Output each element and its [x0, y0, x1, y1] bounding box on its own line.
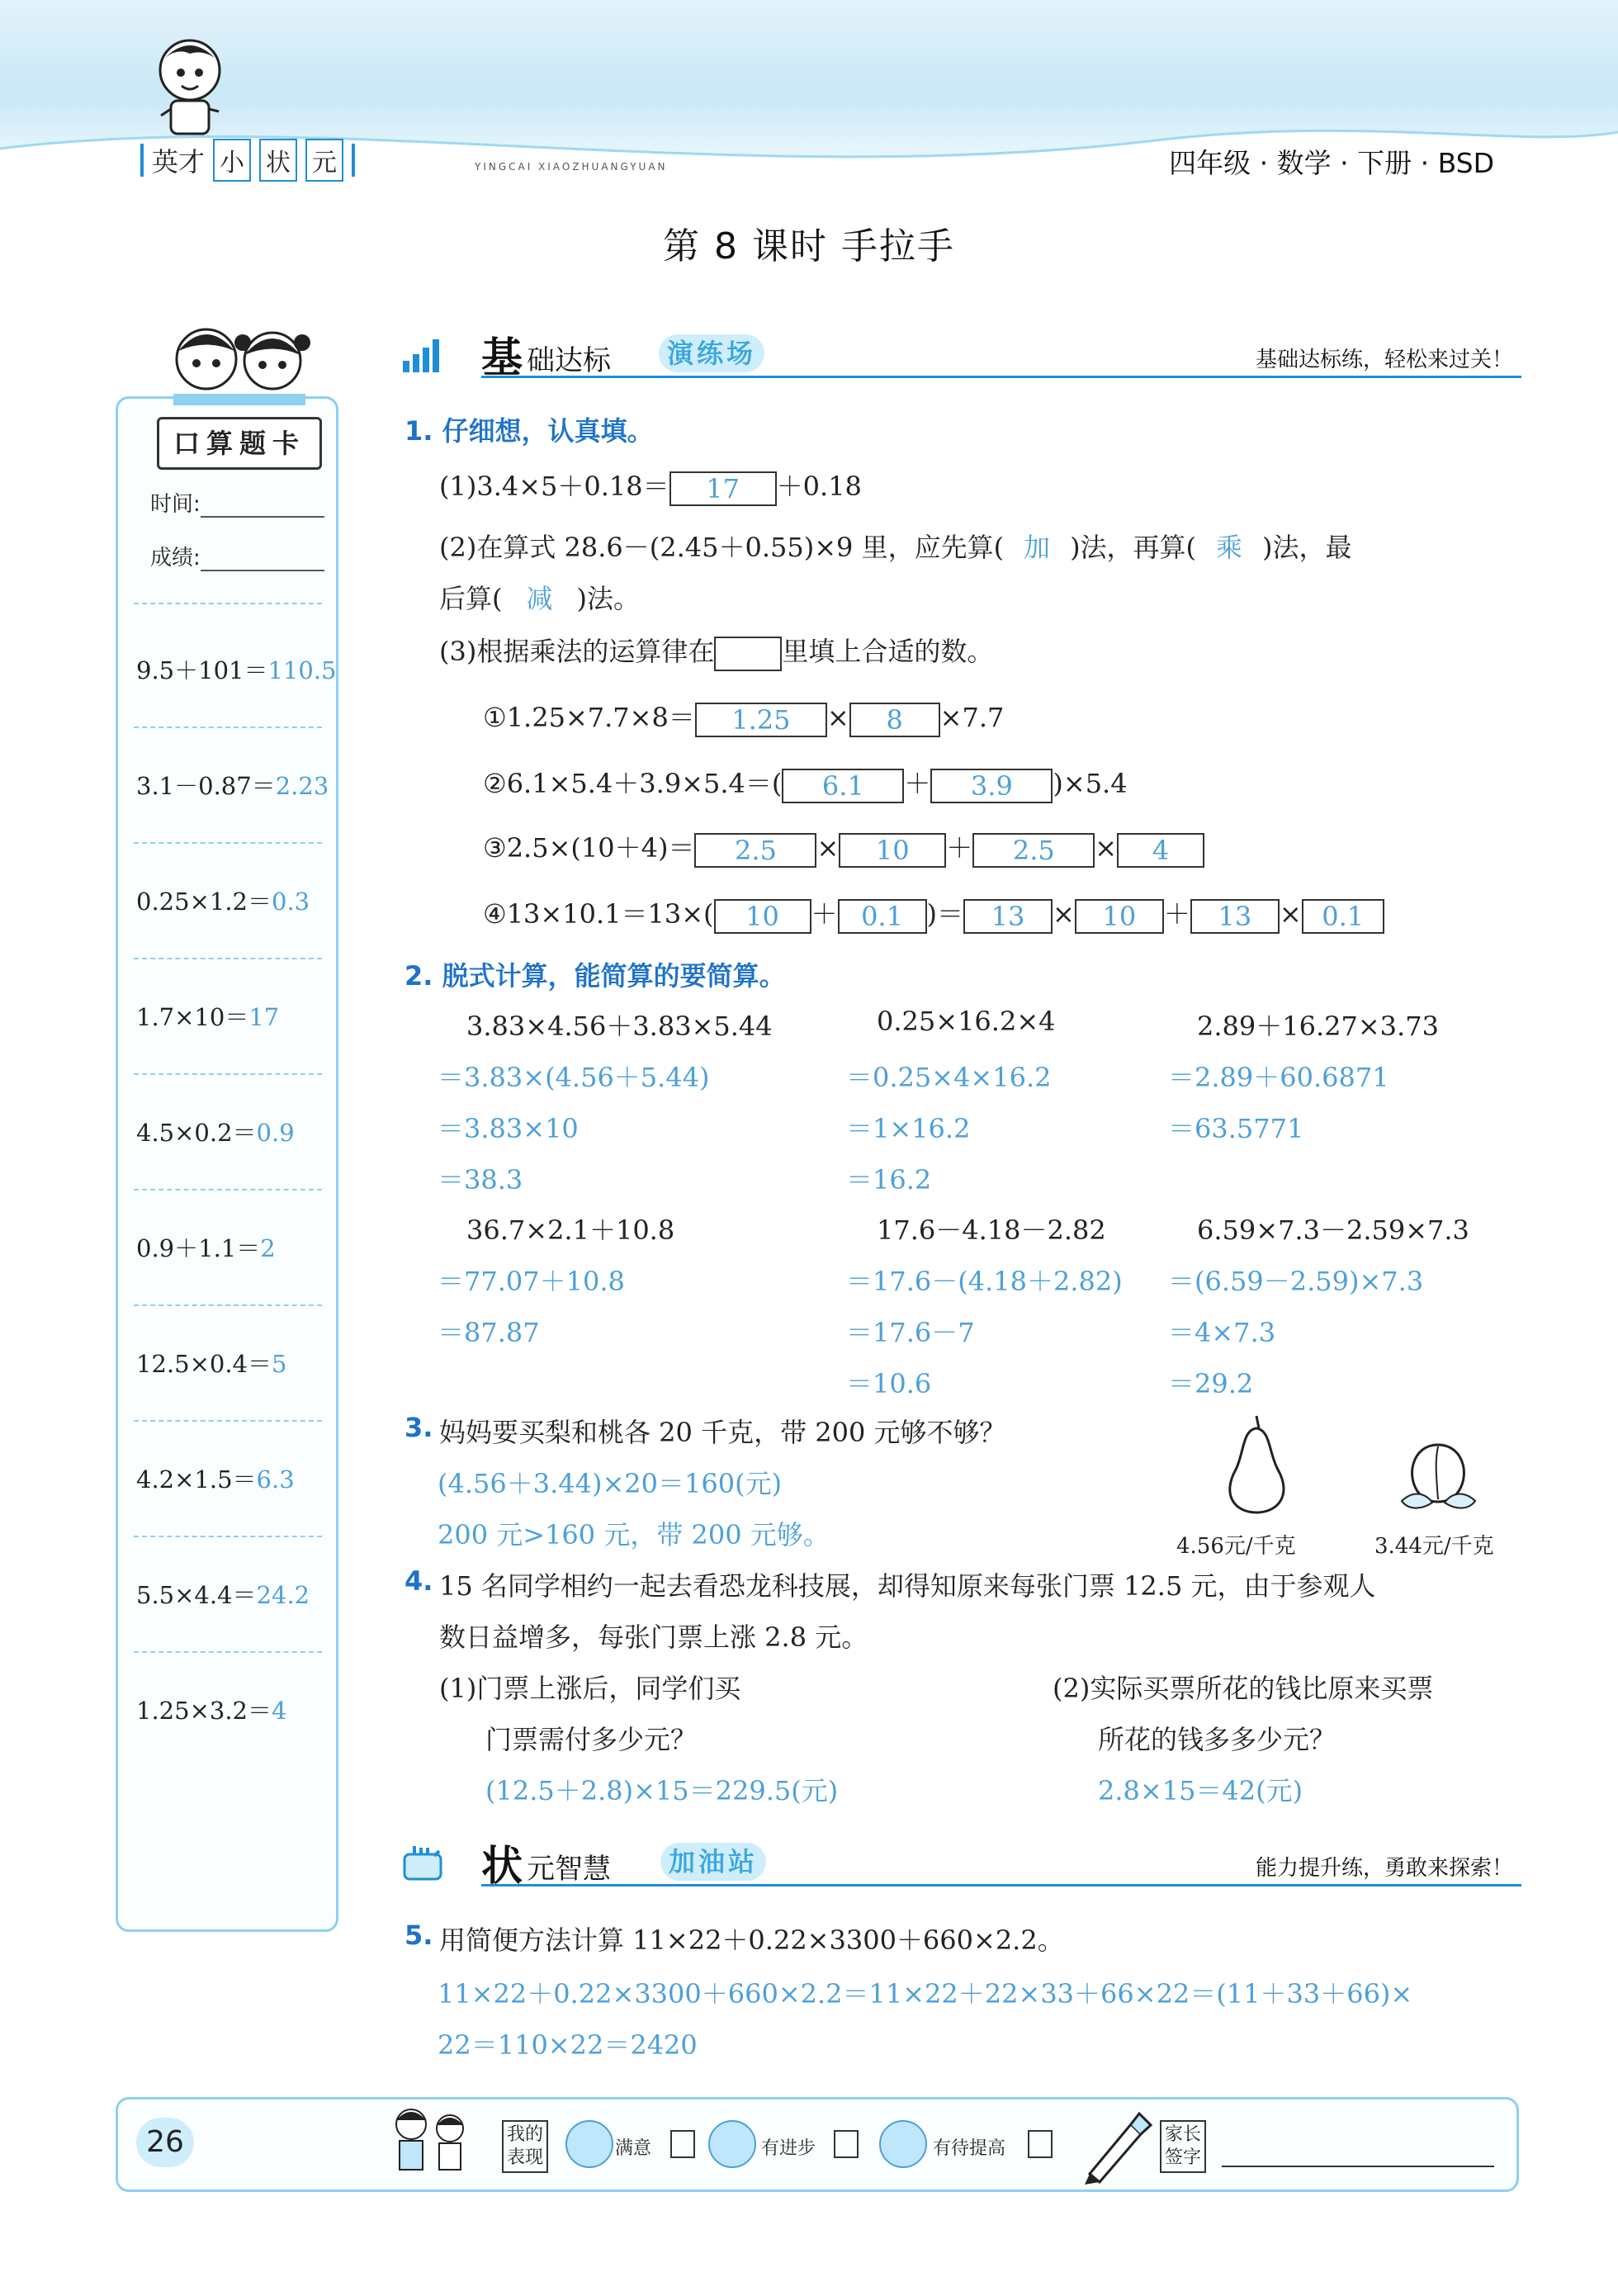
section-tag: 演练场 — [659, 334, 764, 372]
oral-a: 2.23 — [275, 772, 329, 800]
q1-part1 — [439, 466, 862, 506]
oral-item — [136, 652, 337, 686]
q2-title: 2. 脱式计算，能简算的要简算。 — [404, 960, 786, 992]
signature-line[interactable] — [1222, 2166, 1494, 2167]
brand-part-1: 英才 — [152, 146, 206, 178]
answer-blank: 减 — [526, 583, 553, 614]
section-title: 础达标 — [527, 344, 611, 377]
section-title: 元智慧 — [527, 1853, 611, 1886]
option-progress-checkbox[interactable] — [834, 2130, 859, 2158]
q4-sub2-answer: 2.8×15＝42(元) — [1098, 1775, 1303, 1806]
q1-part2 — [439, 527, 1352, 565]
answer-blank: 乘 — [1216, 532, 1243, 563]
card-divider — [134, 842, 322, 844]
oral-q: 1.7×10＝ — [136, 1003, 249, 1031]
q2-step: ＝3.83×10 — [438, 1113, 579, 1144]
oral-a: 17 — [248, 1003, 280, 1031]
answer-box: 0.1 — [1302, 899, 1384, 934]
section-big-char: 状 — [481, 1842, 523, 1890]
q1-r4-text: ④13×10.1＝13×( — [483, 898, 714, 930]
answer-blank: 加 — [1024, 532, 1051, 563]
kids-icon — [157, 318, 322, 409]
q2-step: ＝87.87 — [438, 1317, 540, 1348]
time-line — [201, 499, 324, 518]
oral-a: 5 — [272, 1350, 287, 1378]
q1-p2-text: 后算( — [439, 583, 503, 614]
oral-q: 12.5×0.4＝ — [136, 1350, 272, 1378]
oral-q: 0.9＋1.1＝ — [136, 1234, 261, 1262]
card-divider — [134, 1189, 322, 1191]
answer-box: 8 — [849, 703, 940, 737]
section-slogan: 能力提升练，勇敢来探索！ — [1255, 1856, 1513, 1881]
oral-a: 110.5 — [267, 656, 337, 684]
brand-pinyin: YINGCAI XIAOZHUANGYUAN — [475, 161, 668, 173]
q1-p1-text: ＋0.18 — [776, 471, 862, 502]
answer-box: 3.9 — [930, 769, 1053, 803]
answer-box: 0.1 — [838, 899, 927, 934]
q2-step: ＝1×16.2 — [846, 1113, 971, 1144]
section-slogan: 基础达标练，轻松来过关！ — [1255, 348, 1513, 372]
parent-sign-label-line: 家长 — [1165, 2124, 1202, 2145]
q2-expr: 0.25×16.2×4 — [877, 1006, 1056, 1037]
q1-p3-text: 里填上合适的数。 — [782, 636, 994, 667]
oral-q: 5.5×4.4＝ — [136, 1581, 257, 1609]
oral-item — [136, 1692, 286, 1726]
section-rule — [481, 376, 1521, 378]
pear-price: 4.56元/千克 — [1176, 1534, 1296, 1559]
q3-number: 3. — [404, 1412, 433, 1443]
q2-step: ＝10.6 — [846, 1368, 932, 1399]
q1-r4-text: )＝ — [926, 898, 964, 930]
q1-r1-text: ①1.25×7.7×8＝ — [483, 702, 695, 733]
brand-part-3: 状 — [259, 139, 297, 182]
score-line — [201, 553, 324, 571]
q1-title: 1. 仔细想，认真填。 — [404, 415, 654, 447]
page-number: 26 — [136, 2118, 194, 2167]
oral-item — [136, 1577, 310, 1611]
brand-part-4: 元 — [305, 139, 343, 182]
q5-text: 用简便方法计算 11×22＋0.22×3300＋660×2.2。 — [439, 1924, 1064, 1956]
q1-part2-line2 — [439, 578, 640, 616]
oral-item — [136, 1461, 295, 1495]
q1-part3 — [439, 631, 993, 671]
q1-row2 — [483, 763, 1128, 803]
oral-item — [136, 883, 310, 917]
q5-answer: 22＝110×22＝2420 — [438, 2029, 698, 2061]
q2-expr: 2.89＋16.27×3.73 — [1197, 1011, 1439, 1042]
performance-label-line: 我的 — [507, 2124, 544, 2145]
brand-logo — [140, 139, 355, 182]
q2-expr: 17.6－4.18－2.82 — [877, 1214, 1106, 1246]
oral-item — [136, 768, 329, 802]
brand-divider — [352, 144, 355, 177]
q1-r4-text: × — [1279, 898, 1302, 930]
parent-sign-label — [1160, 2120, 1206, 2173]
answer-box: 2.5 — [694, 833, 816, 868]
performance-label — [502, 2120, 548, 2173]
q4-sub2: (2)实际买票所花的钱比原来买票 — [1053, 1673, 1434, 1704]
q1-r2-text: )×5.4 — [1053, 768, 1128, 799]
q2-expr: 3.83×4.56＋3.83×5.44 — [466, 1011, 773, 1042]
card-divider — [134, 727, 322, 728]
q5-number: 5. — [404, 1920, 433, 1951]
q1-p3-text: (3)根据乘法的运算律在 — [439, 636, 715, 667]
q1-r3-text: ＋ — [946, 832, 973, 864]
pear-icon — [1218, 1412, 1296, 1515]
q2-step: ＝(6.59－2.59)×7.3 — [1168, 1266, 1424, 1297]
q4-text: 数日益增多，每张门票上涨 2.8 元。 — [439, 1621, 868, 1653]
peach-price: 3.44元/千克 — [1374, 1534, 1494, 1559]
card-divider — [134, 1420, 322, 1422]
book-info: 四年级 · 数学 · 下册 · BSD — [1169, 147, 1494, 179]
bar-chart-icon — [403, 336, 446, 372]
option-progress-label: 有进步 — [761, 2138, 816, 2159]
peach-icon — [1395, 1437, 1482, 1515]
brand-divider — [140, 144, 144, 177]
oral-q: 9.5＋101＝ — [136, 656, 268, 684]
q4-sub1-answer: (12.5＋2.8)×15＝229.5(元) — [485, 1775, 839, 1806]
q2-step: ＝0.25×4×16.2 — [846, 1062, 1052, 1093]
q2-step: ＝3.83×(4.56＋5.44) — [438, 1062, 710, 1093]
q2-expr: 6.59×7.3－2.59×7.3 — [1197, 1214, 1469, 1246]
oral-a: 6.3 — [256, 1465, 295, 1494]
answer-box: 1.25 — [695, 703, 827, 737]
option-improve-label: 有待提高 — [933, 2138, 1006, 2159]
oral-item — [136, 999, 279, 1033]
neutral-face-icon — [879, 2120, 927, 2168]
answer-box: 4 — [1117, 833, 1204, 868]
q2-step: ＝38.3 — [438, 1164, 523, 1195]
q1-r4-text: × — [1053, 898, 1075, 930]
answer-box: 6.1 — [782, 769, 904, 803]
hand-icon — [403, 1844, 446, 1881]
answer-box: 17 — [669, 471, 777, 506]
q5-answer: 11×22＋0.22×3300＋660×2.2＝11×22＋22×33＋66×22＝(11＋33＋66)× — [438, 1978, 1413, 2010]
answer-box: 2.5 — [972, 833, 1095, 868]
q2-step: ＝17.6－7 — [846, 1317, 975, 1348]
q4-sub1: (1)门票上涨后，同学们买 — [439, 1673, 741, 1704]
section-big-char: 基 — [481, 334, 523, 381]
q3-answer: 200 元>160 元，带 200 元够。 — [438, 1519, 830, 1550]
oral-q: 0.25×1.2＝ — [136, 888, 272, 916]
q1-r3-text: ③2.5×(10＋4)＝ — [483, 832, 695, 864]
card-divider — [134, 1304, 322, 1306]
answer-box: 10 — [714, 899, 811, 934]
answer-box: 10 — [839, 833, 946, 868]
q2-step: ＝29.2 — [1168, 1368, 1254, 1399]
section-basic-header — [403, 324, 1521, 382]
q1-p2-text: (2)在算式 28.6－(2.45＋0.55)×9 里，应先算( — [439, 532, 1005, 563]
q4-sub1: 门票需付多少元？ — [485, 1724, 698, 1755]
time-field — [150, 487, 324, 518]
q2-step: ＝77.07＋10.8 — [438, 1266, 625, 1297]
oral-item — [136, 1230, 276, 1264]
oral-a: 24.2 — [256, 1581, 310, 1609]
option-satisfied-label: 满意 — [615, 2138, 652, 2159]
oral-q: 4.2×1.5＝ — [136, 1465, 257, 1494]
q2-step: ＝16.2 — [846, 1164, 932, 1195]
q3-answer: (4.56＋3.44)×20＝160(元) — [438, 1468, 783, 1499]
q3-text: 妈妈要买梨和桃各 20 千克，带 200 元够不够？ — [439, 1417, 1006, 1448]
score-field — [150, 541, 324, 571]
oral-q: 1.25×3.2＝ — [136, 1697, 272, 1725]
children-icon — [380, 2104, 479, 2186]
oral-item — [136, 1346, 286, 1380]
q1-row1 — [483, 697, 1004, 737]
q1-r2-text: ②6.1×5.4＋3.9×5.4＝( — [483, 768, 783, 799]
q2-expr: 36.7×2.1＋10.8 — [466, 1214, 675, 1246]
q1-p2-text: )法，再算( — [1070, 532, 1197, 563]
q1-r4-text: ＋ — [811, 898, 838, 930]
q1-p2-text: )法，最 — [1262, 532, 1352, 563]
q1-r3-text: × — [816, 832, 840, 864]
q1-r1-text: ×7.7 — [939, 702, 1005, 733]
card-divider — [134, 1536, 322, 1537]
card-divider — [134, 958, 322, 959]
answer-box: 10 — [1075, 899, 1164, 934]
oral-card-title: 口算题卡 — [157, 417, 322, 470]
oral-q: 4.5×0.2＝ — [136, 1119, 257, 1147]
q4-number: 4. — [404, 1565, 433, 1597]
q1-r2-text: ＋ — [904, 768, 931, 799]
q2-step: ＝63.5771 — [1168, 1113, 1304, 1144]
answer-box: 13 — [963, 899, 1053, 934]
q1-p1-text: (1)3.4×5＋0.18＝ — [439, 471, 669, 502]
q1-p2-text: )法。 — [576, 583, 640, 614]
performance-label-line: 表现 — [507, 2147, 544, 2168]
section-tag: 加油站 — [660, 1843, 766, 1881]
happy-face-icon — [565, 2120, 613, 2168]
empty-box — [714, 637, 782, 671]
answer-box: 13 — [1190, 899, 1280, 934]
oral-a: 0.3 — [272, 888, 310, 916]
card-divider — [134, 1651, 322, 1653]
lesson-title: 第 8 课时 手拉手 — [663, 225, 955, 267]
score-label: 成绩: — [150, 546, 201, 570]
oral-item — [136, 1115, 295, 1148]
oral-a: 2 — [260, 1234, 276, 1262]
q4-sub2: 所花的钱多多少元？ — [1098, 1724, 1337, 1755]
footer-bar — [116, 2097, 1519, 2192]
q2-step: ＝2.89＋60.6871 — [1168, 1062, 1389, 1093]
pen-icon — [1073, 2104, 1156, 2186]
smile-face-icon — [708, 2120, 756, 2168]
card-divider — [134, 603, 322, 604]
q2-step: ＝4×7.3 — [1168, 1317, 1276, 1348]
q1-r3-text: × — [1095, 832, 1118, 864]
section-advanced-header — [403, 1833, 1521, 1891]
q1-row3 — [483, 827, 1204, 868]
oral-q: 3.1－0.87＝ — [136, 772, 276, 800]
q1-r4-text: ＋ — [1163, 898, 1190, 930]
option-improve-checkbox[interactable] — [1028, 2130, 1053, 2158]
section-rule — [481, 1884, 1521, 1887]
parent-sign-label-line: 签字 — [1165, 2147, 1202, 2168]
mascot-icon — [144, 33, 231, 149]
option-satisfied-checkbox[interactable] — [670, 2130, 695, 2158]
brand-part-2: 小 — [213, 139, 251, 182]
q1-row4 — [483, 893, 1384, 934]
card-divider — [134, 1073, 322, 1075]
q2-step: ＝17.6－(4.18＋2.82) — [846, 1266, 1123, 1297]
q4-text: 15 名同学相约一起去看恐龙科技展，却得知原来每张门票 12.5 元，由于参观人 — [439, 1570, 1376, 1602]
q1-r1-text: × — [826, 702, 849, 733]
oral-a: 0.9 — [256, 1119, 295, 1147]
oral-a: 4 — [272, 1697, 287, 1725]
time-label: 时间: — [150, 492, 201, 517]
